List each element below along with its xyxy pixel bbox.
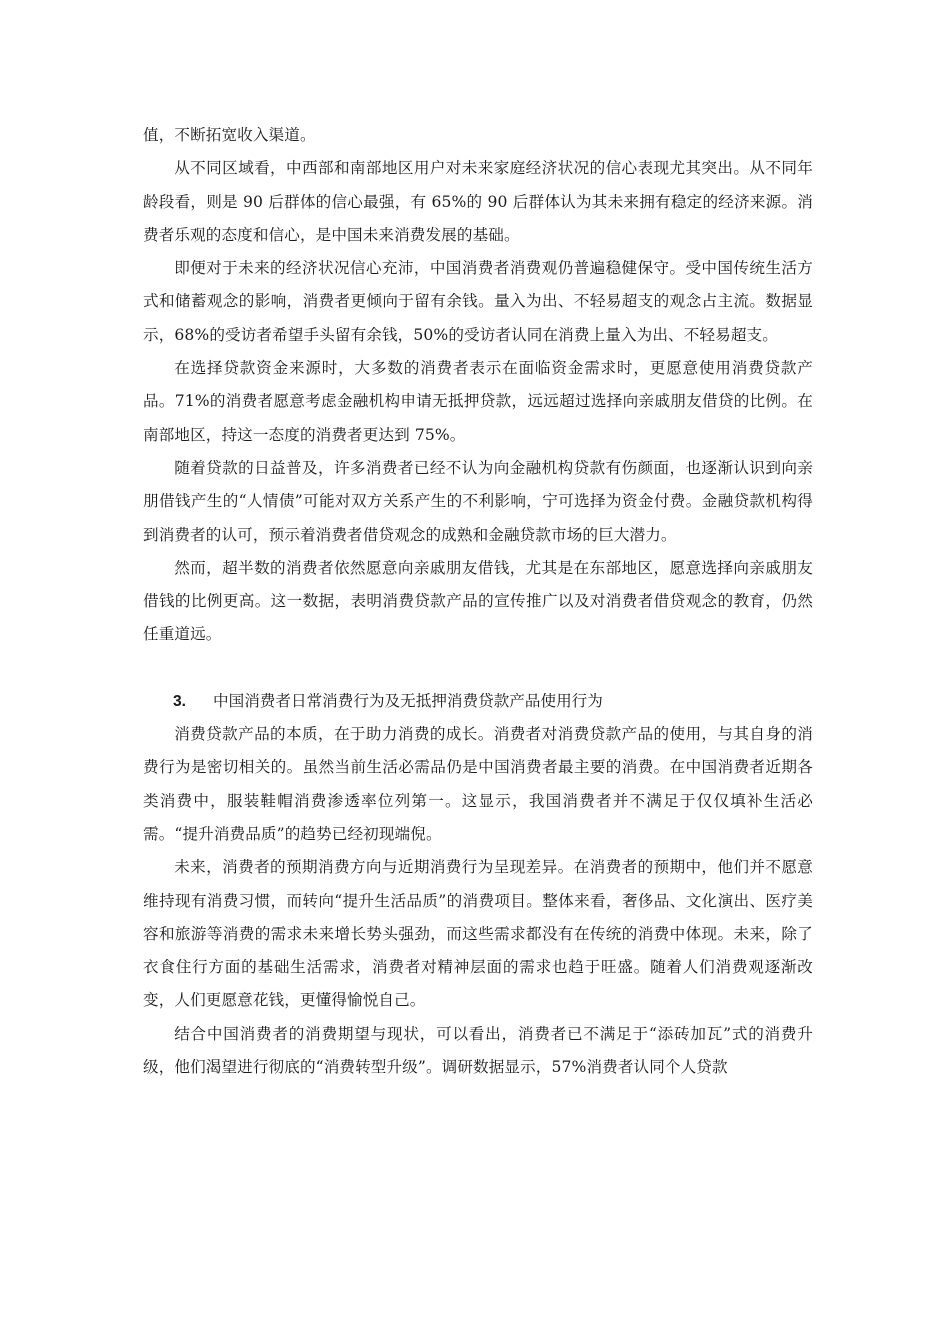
paragraph-borrow-from-relatives: 然而，超半数的消费者依然愿意向亲戚朋友借钱，尤其是在东部地区，愿意选择向亲戚朋友借钱的比例更高。这一数据，表明消费贷款产品的宣传推广以及对消费者借贷观念的教育，仍然任重道远。 bbox=[143, 558, 813, 644]
paragraph-loan-source: 在选择贷款资金来源时，大多数的消费者表示在面临资金需求时，更愿意使用消费贷款产品。71%的消费者愿意考虑金融机构申请无抵押贷款，远远超过选择向亲戚朋友借贷的比例。在南部地区，持这一态度的消费者更达到 75%。 bbox=[143, 359, 813, 444]
paragraph-continuation: 值，不断拓宽收入渠道。 bbox=[143, 126, 316, 144]
section-title: 中国消费者日常消费行为及无抵押消费贷款产品使用行为 bbox=[213, 691, 603, 710]
section-heading bbox=[143, 685, 813, 718]
paragraph-consumption-upgrade: 结合中国消费者的消费期望与现状，可以看出，消费者已不满足于“添砖加瓦”式的消费升级，他们渴望进行彻底的“消费转型升级”。调研数据显示，57%消费者认同个人贷款 bbox=[143, 1024, 813, 1077]
paragraph-loan-acceptance: 随着贷款的日益普及，许多消费者已经不认为向金融机构贷款有伤颜面，也逐渐认识到向亲朋借钱产生的“人情债”可能对双方关系产生的不利影响，宁可选择为资金付费。金融贷款机构得到消费者的认可，预示着消费者借贷观念的成熟和金融贷款市场的巨大潜力。 bbox=[143, 458, 813, 544]
paragraph-consumer-loan-essence: 消费贷款产品的本质，在于助力消费的成长。消费者对消费贷款产品的使用，与其自身的消费行为是密切相关的。虽然当前生活必需品仍是中国消费者最主要的消费。在中国消费者近期各类消费中，服装鞋帽消费渗透率位列第一。这显示，我国消费者并不满足于仅仅填补生活必需。“提升消费品质”的趋势已经初现端倪。 bbox=[143, 725, 813, 843]
paragraph-regional-confidence: 从不同区域看，中西部和南部地区用户对未来家庭经济状况的信心表现尤其突出。从不同年龄段看，则是 90 后群体的信心最强，有 65%的 90 后群体认为其未来拥有稳定的经济来源。消费者乐观的态度和信心，是中国未来消费发展的基础。 bbox=[143, 159, 813, 244]
section-spacer bbox=[143, 652, 813, 685]
paragraph-conservative-spending: 即便对于未来的经济状况信心充沛，中国消费者消费观仍普遍稳健保守。受中国传统生活方式和储蓄观念的影响，消费者更倾向于留有余钱。量入为出、不轻易超支的观念占主流。数据显示，68%的受访者希望手头留有余钱，50%的受访者认同在消费上量入为出、不轻易超支。 bbox=[143, 259, 813, 344]
document-body bbox=[143, 119, 813, 1084]
section-number: 3. bbox=[173, 692, 187, 710]
paragraph-future-consumption: 未来，消费者的预期消费方向与近期消费行为呈现差异。在消费者的预期中，他们并不愿意维持现有消费习惯，而转向“提升生活品质”的消费项目。整体来看，奢侈品、文化演出、医疗美容和旅游等消费的需求未来增长势头强劲，而这些需求都没有在传统的消费中体现。未来，除了衣食住行方面的基础生活需求，消费者对精神层面的需求也趋于旺盛。随着人们消费观逐渐改变，人们更愿意花钱，更懂得愉悦自己。 bbox=[143, 858, 813, 1010]
document-page bbox=[143, 0, 813, 1344]
